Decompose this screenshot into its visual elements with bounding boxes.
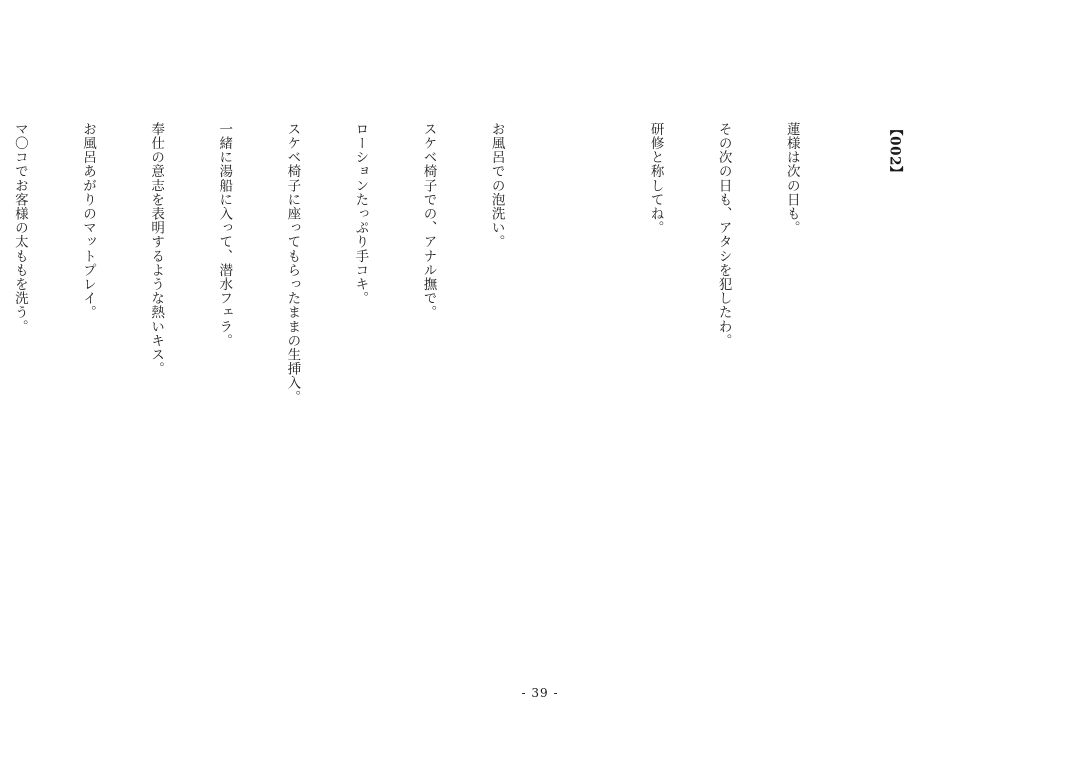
text-line: スケベ椅子に座ってもらったままの生挿入。 [284, 122, 301, 404]
text-line: 研修と称してね。 [647, 122, 664, 235]
text-line: スケベ椅子での、アナル撫で。 [420, 122, 437, 320]
page-number: - 39 - [521, 686, 559, 700]
text-line: お風呂あがりのマットプレイ。 [79, 122, 96, 320]
text-line: 一緒に湯船に入って、潜水フェラ。 [216, 122, 233, 348]
vertical-text-body [0, 122, 951, 642]
blank-line [576, 122, 599, 642]
text-line: ローションたっぷり手コキ。 [352, 122, 369, 306]
text-line: お風呂での泡洗い。 [488, 122, 505, 249]
text-line: 蓮様は次の日も。 [783, 122, 800, 235]
text-line: 奉仕の意志を表明するような熱いキス。 [148, 122, 165, 376]
text-line: その次の日も、アタシを犯したわ。 [715, 122, 732, 348]
text-line: マ〇コでお客様の太ももを洗う。 [11, 122, 28, 334]
chapter-heading: 【002】 [886, 122, 903, 181]
